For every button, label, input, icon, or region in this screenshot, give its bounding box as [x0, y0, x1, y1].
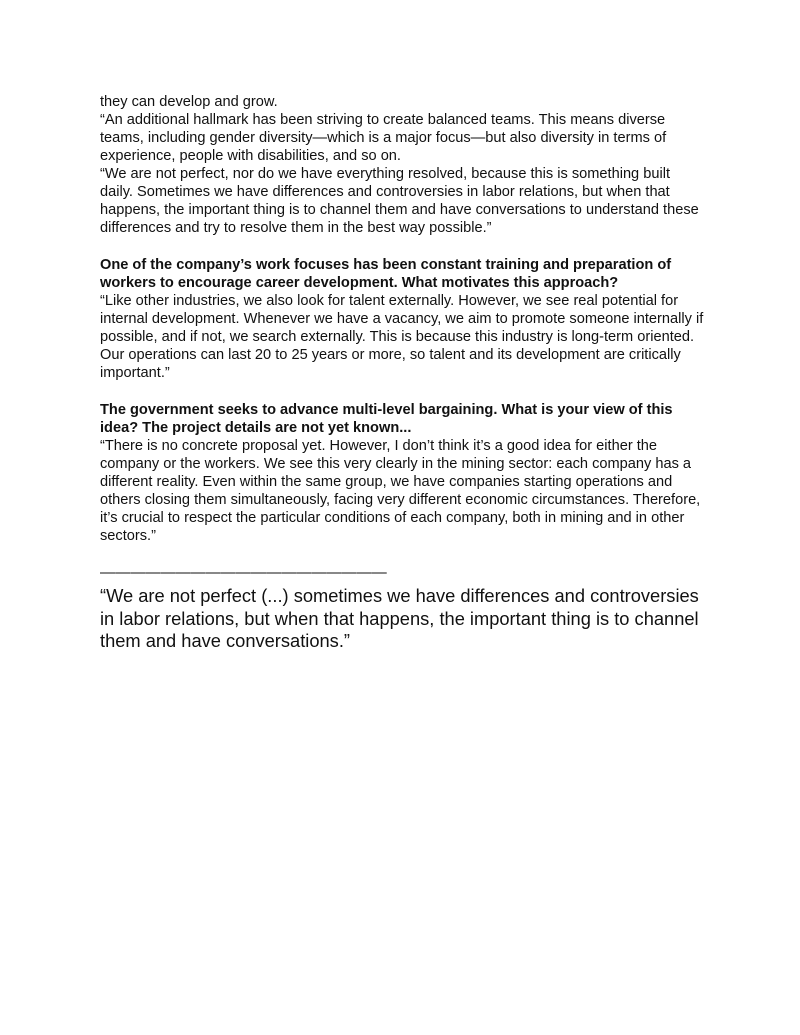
- pull-quote: “We are not perfect (...) sometimes we have differences and controversies in labor relations, but when that happens, the important thing is to channel them and have conversations.”: [100, 585, 699, 651]
- section-spacer: [100, 545, 705, 564]
- paragraph-balanced-teams: “An additional hallmark has been striving to create balanced teams. This means diverse teams, including gender diversity—which is a major focus—but also diversity in terms of experience, people with disabilities, and so on.: [100, 112, 667, 164]
- interview-question-bargaining: The government seeks to advance multi-level bargaining. What is your view of this idea? The project details are not yet known...: [100, 402, 673, 436]
- section-spacer: [100, 382, 705, 401]
- paragraph-continuation: they can develop and grow.: [100, 94, 278, 110]
- article-body: [100, 93, 705, 653]
- interview-answer-bargaining: “There is no concrete proposal yet. However, I don’t think it’s a good idea for either the company or the workers. We see this very clearly in the mining sector: each company has a different reality. Even within the same group, we have companies starting operations and others closing them simultaneously, facing very different economic circumstances. Therefore, it’s crucial to respect the particular conditions of each company, both in mining and in other sectors.”: [100, 438, 701, 544]
- paragraph-not-perfect: “We are not perfect, nor do we have everything resolved, because this is something built daily. Sometimes we have differences and controversies in labor relations, but when that happens, the important thing is to channel them and have conversations to understand these differences and try to resolve them in the best way possible.”: [100, 166, 699, 236]
- divider-line: ———————————————————: [100, 564, 387, 581]
- interview-question-training: One of the company’s work focuses has been constant training and preparation of workers to encourage career development. What motivates this approach?: [100, 257, 672, 291]
- interview-answer-training: “Like other industries, we also look for talent externally. However, we see real potential for internal development. Whenever we have a vacancy, we aim to promote someone internally if possible, and if not, we search externally. This is because this industry is long-term oriented. Our operations can last 20 to 25 years or more, so talent and its development are critically important.”: [100, 293, 704, 381]
- section-spacer: [100, 237, 705, 256]
